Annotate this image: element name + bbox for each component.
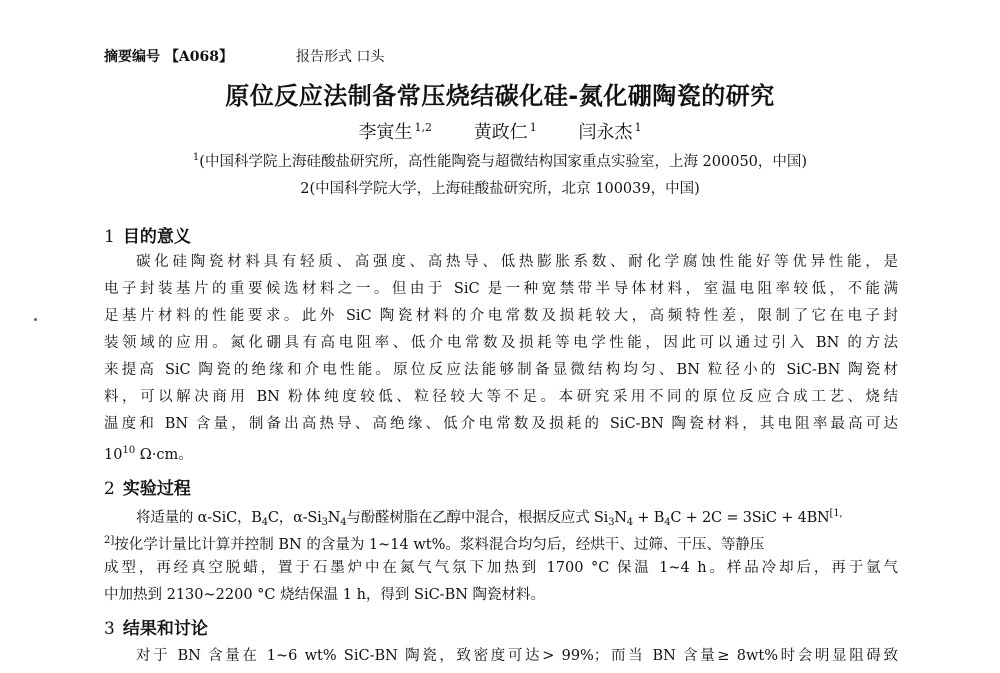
text-run: C + 2C = 3SiC + 4BN bbox=[670, 510, 830, 526]
author-name: 李寅生 bbox=[358, 122, 413, 143]
section-heading-1 bbox=[104, 222, 191, 247]
section-title: 结果和讨论 bbox=[122, 619, 208, 639]
section-title: 目的意义 bbox=[122, 227, 191, 247]
resistivity-exponent: 10 bbox=[122, 445, 136, 456]
paper-title: 原位反应法制备常压烧结碳化硅-氮化硼陶瓷的研究 bbox=[225, 82, 775, 110]
text-run: 按化学计量比计算并控制 BN 的含量为 1~14 wt%。浆料混合均匀后，经烘干、过筛、干压、等静压 bbox=[114, 537, 765, 553]
subscript: 4 bbox=[626, 517, 633, 528]
paragraph-line bbox=[104, 532, 898, 554]
paragraph-line: 装领域的应用。氮化硼具有高电阻率、低介电常数及损耗等电学性能，因此可以通过引入 BN 的方法 bbox=[104, 335, 898, 351]
subscript: 4 bbox=[261, 517, 268, 528]
section-number: 2 bbox=[104, 479, 115, 499]
paragraph-line: 碳化硅陶瓷材料具有轻质、高强度、高热导、低热膨胀系数、耐化学腐蚀性能好等优异性能，是 bbox=[136, 254, 898, 270]
report-format: 报告形式 口头 bbox=[296, 49, 385, 65]
scan-speck bbox=[34, 318, 37, 321]
section-number: 3 bbox=[104, 619, 115, 639]
resistivity-unit: Ω·cm。 bbox=[135, 447, 193, 463]
affiliation-mark: 1 bbox=[192, 152, 200, 163]
paragraph-line: 对于 BN 含量在 1~6 wt% SiC-BN 陶瓷，致密度可达> 99%；而当 BN 含量≥ 8wt%时会明显阻碍致 bbox=[136, 648, 898, 664]
paragraph-line: 中加热到 2130~2200 °C 烧结保温 1 h，得到 SiC-BN 陶瓷材料。 bbox=[104, 587, 546, 603]
paragraph-line: 足基片材料的性能要求。此外 SiC 陶瓷材料的介电常数及损耗较大，高频特性差，限制了它在电子封 bbox=[104, 308, 898, 324]
subscript: 4 bbox=[664, 517, 671, 528]
section-heading-3 bbox=[104, 614, 208, 639]
affiliation-text: (中国科学院上海硅酸盐研究所，高性能陶瓷与超微结构国家重点实验室，上海 200050，中国) bbox=[199, 154, 808, 170]
author-affiliation-mark: 1 bbox=[634, 121, 642, 134]
citation-mark: [1, bbox=[829, 508, 843, 519]
paragraph-line: 电子封装基片的重要候选材料之一。但由于 SiC 是一种宽禁带半导体材料，室温电阻率较低，不能满 bbox=[104, 281, 898, 297]
text-run: N bbox=[327, 510, 341, 526]
section-heading-2 bbox=[104, 474, 191, 499]
paragraph-line-formula bbox=[136, 505, 898, 532]
author bbox=[578, 122, 641, 143]
subscript: 3 bbox=[608, 517, 615, 528]
abstract-meta bbox=[104, 46, 385, 66]
subscript: 3 bbox=[321, 517, 328, 528]
section-number: 1 bbox=[104, 227, 115, 247]
paragraph-line: 料，可以解决商用 BN 粉体纯度较低、粒径较大等不足。本研究采用不同的原位反应合成工艺、烧结 bbox=[104, 389, 898, 405]
affiliation-1 bbox=[0, 150, 1000, 171]
author bbox=[359, 122, 433, 143]
author bbox=[474, 122, 537, 143]
text-run: 将适量的 α-SiC，B bbox=[136, 510, 262, 526]
section-title: 实验过程 bbox=[122, 479, 191, 499]
citation-mark: 2] bbox=[104, 535, 115, 546]
author-affiliation-mark: 1 bbox=[529, 121, 537, 134]
paragraph-line: 来提高 SiC 陶瓷的绝缘和介电性能。原位反应法能够制备显微结构均匀、BN 粒径小的 SiC-BN 陶瓷材 bbox=[104, 362, 898, 378]
author-list bbox=[0, 118, 1000, 144]
paragraph-line: 温度和 BN 含量，制备出高热导、高绝缘、低介电常数及损耗的 SiC-BN 陶瓷材料，其电阻率最高可达 bbox=[104, 416, 898, 432]
author-name: 闫永杰 bbox=[578, 122, 633, 143]
text-run: 与酚醛树脂在乙醇中混合，根据反应式 Si bbox=[346, 510, 609, 526]
resistivity-base: 10 bbox=[104, 447, 123, 463]
text-run: N bbox=[614, 510, 627, 526]
abstract-number: 摘要编号 【A068】 bbox=[104, 49, 233, 65]
author-affiliation-mark: 1,2 bbox=[414, 121, 433, 134]
paragraph-line: 成型，再经真空脱蜡，置于石墨炉中在氮气气氛下加热到 1700 °C 保温 1~4 h。样品冷却后，再于氩气 bbox=[104, 560, 898, 576]
text-run: C，α-Si bbox=[267, 510, 322, 526]
affiliation-2: 2(中国科学院大学，上海硅酸盐研究所，北京 100039，中国) bbox=[300, 181, 700, 197]
text-run: + B bbox=[632, 510, 665, 526]
author-name: 黄政仁 bbox=[473, 122, 528, 143]
paragraph-line-last bbox=[104, 442, 898, 464]
subscript: 4 bbox=[340, 517, 347, 528]
